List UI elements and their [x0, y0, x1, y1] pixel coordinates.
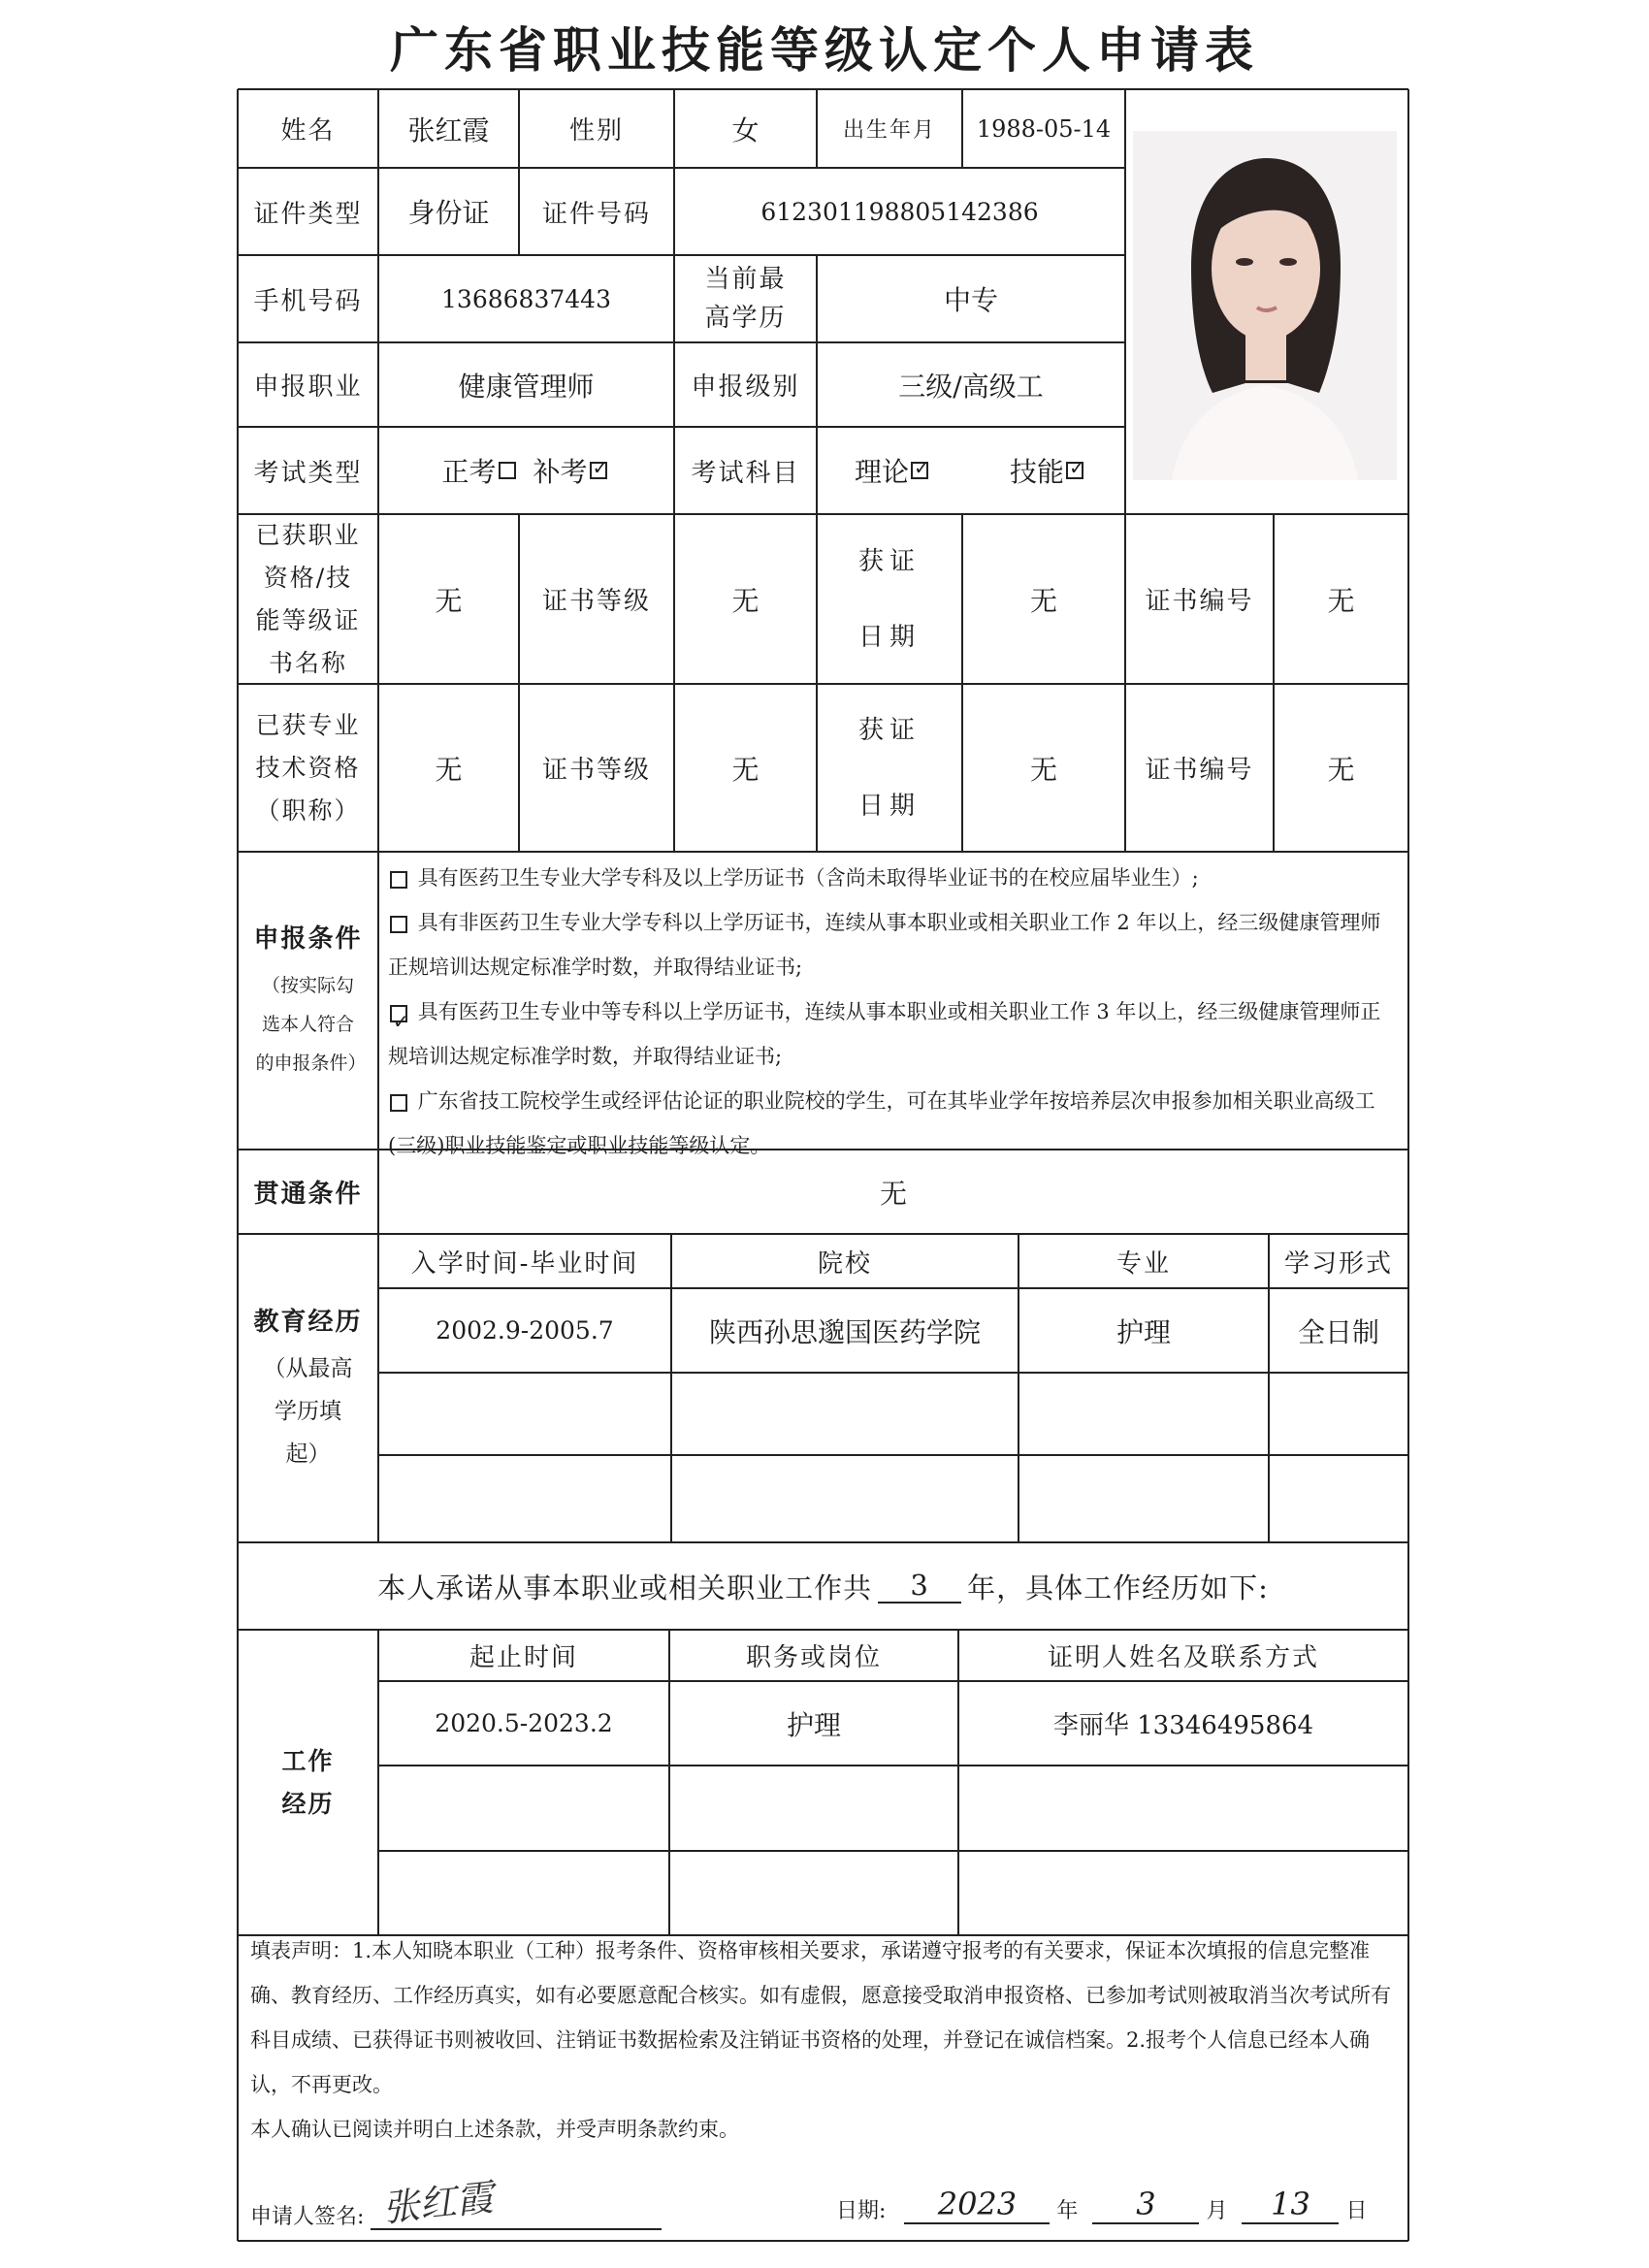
declaration — [250, 1928, 1400, 2152]
condition-1-checkbox[interactable] — [390, 871, 407, 889]
education-header-major: 专业 — [1116, 1248, 1171, 1279]
name-label: 姓名 — [280, 116, 336, 146]
condition-4-text: 广东省技工院校学生或经评估论证的职业院校的学生，可在其毕业学年按培养层次申报参加相关职业高级工(三级)职业技能鉴定或职业技能等级认定。 — [388, 1089, 1375, 1157]
phone-label: 手机号码 — [253, 286, 363, 316]
education-label-cell — [238, 1234, 378, 1542]
qualification-cert-label-text: 已获职业资格/技能等级证书名称 — [255, 520, 361, 677]
condition-1-text: 具有医药卫生专业大学专科及以上学历证书（含尚未取得毕业证书的在校应届毕业生）; — [417, 866, 1199, 890]
condition-2-text: 具有非医药卫生专业大学专科以上学历证书，连续从事本职业或相关职业工作 2 年以上，经三级健康管理师正规培训达规定标准学时数，并取得结业证书; — [388, 911, 1381, 979]
work-label-cell — [238, 1630, 378, 1935]
education-header-mode: 学习形式 — [1283, 1248, 1393, 1279]
condition-item — [388, 989, 1397, 1079]
qualification-cert-label — [238, 514, 378, 684]
job-label: 申报职业 — [253, 373, 363, 402]
professional-title-name: 无 — [435, 753, 463, 786]
exam-type-regular-checkbox[interactable] — [499, 462, 516, 479]
education-row-1-period: 2002.9-2005.7 — [436, 1316, 614, 1345]
birth-label: 出生年月 — [842, 118, 936, 143]
qualification-cert-date-label — [817, 514, 962, 684]
condition-4-checkbox[interactable] — [390, 1094, 407, 1112]
level-label: 申报级别 — [691, 373, 800, 402]
qualification-cert-name: 无 — [435, 584, 463, 617]
work-row-1-period: 2020.5-2023.2 — [435, 1709, 613, 1737]
professional-title-level: 无 — [731, 753, 760, 786]
condition-3-text: 具有医药卫生专业中等专科以上学历证书，连续从事本职业或相关职业工作 3 年以上，经三级健康管理师正规培训达规定标准学时数，并取得结业证书; — [388, 1000, 1381, 1068]
condition-item — [388, 856, 1397, 900]
applicant-photo — [1133, 131, 1397, 480]
signature-label: 申请人签名: — [250, 2205, 365, 2229]
phone-value: 13686837443 — [441, 284, 611, 313]
professional-title-no-label: 证书编号 — [1145, 756, 1254, 785]
professional-title-date-label — [817, 684, 962, 852]
exam-type-makeup-checkbox[interactable] — [590, 462, 607, 479]
through-value: 无 — [879, 1177, 907, 1210]
exam-type-label: 考试类型 — [253, 458, 363, 488]
work-header-witness: 证明人姓名及联系方式 — [1047, 1643, 1319, 1672]
exam-subject-label: 考试科目 — [691, 458, 800, 488]
job-value: 健康管理师 — [458, 370, 595, 403]
exam-subject-options — [817, 427, 1125, 514]
professional-title-level-label: 证书等级 — [541, 756, 651, 785]
education-level-label: 当前最高学历 — [704, 265, 787, 333]
exam-type-regular-label: 正考 — [441, 456, 497, 488]
id-type-label: 证件类型 — [253, 199, 363, 229]
professional-title-date: 无 — [1029, 753, 1057, 786]
exam-subject-theory-label: 理论 — [854, 456, 909, 488]
qualification-cert-level-label: 证书等级 — [541, 587, 651, 616]
professional-title-label-text: 已获专业技术资格（职称） — [255, 710, 361, 825]
condition-item — [388, 900, 1397, 989]
professional-title-date-label-text: 获证日期 — [857, 715, 921, 821]
exam-subject-skill-checkbox[interactable] — [1066, 462, 1083, 479]
id-type-value: 身份证 — [407, 197, 490, 229]
date-month-unit: 月 — [1206, 2199, 1228, 2223]
education-note: （从最高学历填起） — [263, 1355, 353, 1467]
education-row-1-school: 陕西孙思邈国医药学院 — [708, 1315, 981, 1348]
condition-3-checkbox[interactable] — [390, 1005, 407, 1022]
date-year-unit: 年 — [1056, 2199, 1079, 2223]
gender-label: 性别 — [568, 116, 624, 146]
education-level-value: 中专 — [943, 284, 998, 316]
qualification-cert-level: 无 — [731, 584, 760, 617]
commitment-text-after: 年，具体工作经历如下: — [967, 1571, 1269, 1604]
signature-handwriting: 张红霞 — [380, 2176, 496, 2230]
date-day-unit: 日 — [1345, 2199, 1368, 2223]
education-header-school: 院校 — [817, 1248, 872, 1279]
conditions-label-cell — [238, 852, 378, 1150]
id-number-label: 证件号码 — [541, 199, 651, 229]
conditions-note: （按实际勾选本人符合的申报条件） — [255, 975, 367, 1074]
commitment-line — [238, 1542, 1408, 1630]
signature-line[interactable] — [371, 2176, 662, 2230]
signature-field — [250, 2176, 662, 2230]
form-title: 广东省职业技能等级认定个人申请表 — [390, 21, 1259, 79]
id-number-value: 612301198805142386 — [760, 197, 1039, 226]
date-field — [836, 2186, 1367, 2224]
commitment-years: 3 — [878, 1569, 961, 1604]
work-header-position: 职务或岗位 — [745, 1643, 882, 1672]
qualification-cert-no: 无 — [1327, 584, 1355, 617]
declaration-text: 填表声明：1.本人知晓本职业（工种）报考条件、资格审核相关要求，承诺遵守报考的有关要求，保证本次填报的信息完整准确、教育经历、工作经历真实，如有必要愿意配合核实。如有虚假，愿意接受取消申报资格、已参加考试则被取消当次考试所有科目成绩、已获得证书则被收回、注销证书数据检索及注销证书资格的处理，并登记在诚信档案。2.报考个人信息已经本人确认，不再更改。 — [250, 1939, 1391, 2096]
birth-value: 1988-05-14 — [976, 114, 1112, 143]
qualification-cert-date-label-text: 获证日期 — [857, 546, 921, 652]
qualification-cert-no-label: 证书编号 — [1145, 587, 1254, 616]
work-label: 工作经历 — [281, 1746, 335, 1818]
work-row-1-position: 护理 — [786, 1708, 841, 1741]
education-row-1-mode: 全日制 — [1297, 1315, 1379, 1348]
work-header-period: 起止时间 — [469, 1643, 578, 1672]
exam-type-options — [378, 427, 674, 514]
date-label: 日期: — [836, 2199, 887, 2223]
commitment-text-before: 本人承诺从事本职业或相关职业工作共 — [377, 1571, 873, 1604]
exam-subject-skill-label: 技能 — [1010, 456, 1065, 488]
date-day[interactable]: 13 — [1242, 2186, 1339, 2224]
professional-title-label — [238, 684, 378, 852]
conditions-label: 申报条件 — [253, 924, 363, 954]
through-label: 贯通条件 — [253, 1180, 363, 1209]
gender-value: 女 — [731, 113, 760, 146]
date-year[interactable]: 2023 — [904, 2186, 1050, 2224]
education-row-1-major: 护理 — [1116, 1315, 1171, 1348]
level-value: 三级/高级工 — [898, 370, 1044, 403]
name-value: 张红霞 — [407, 113, 490, 146]
education-header-period: 入学时间-毕业时间 — [410, 1248, 639, 1279]
education-label: 教育经历 — [253, 1307, 363, 1337]
exam-subject-theory-checkbox[interactable] — [911, 462, 928, 479]
declaration-confirm: 本人确认已阅读并明白上述条款，并受声明条款约束。 — [250, 2118, 739, 2141]
exam-type-makeup-label: 补考 — [533, 456, 588, 488]
condition-2-checkbox[interactable] — [390, 916, 407, 933]
professional-title-no: 无 — [1327, 753, 1355, 786]
qualification-cert-date: 无 — [1029, 584, 1057, 617]
work-row-1-witness: 李丽华 13346495864 — [1052, 1711, 1314, 1740]
conditions-list — [388, 856, 1397, 1168]
date-month[interactable]: 3 — [1092, 2186, 1199, 2224]
